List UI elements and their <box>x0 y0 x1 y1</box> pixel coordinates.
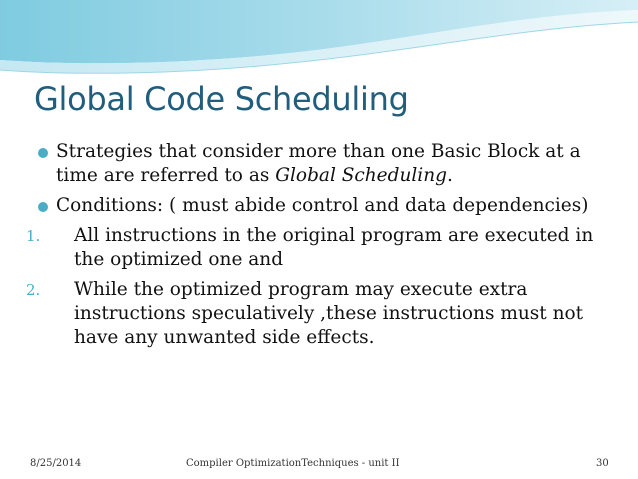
item-number: 2. <box>26 281 41 299</box>
footer-title: Compiler OptimizationTechniques - unit II <box>186 458 400 469</box>
bullet-text: Conditions: ( must abide control and data dependencies) <box>56 195 589 216</box>
bullet-emphasis: Global Scheduling <box>275 165 447 186</box>
slide-title: Global Code Scheduling <box>34 80 409 118</box>
page-number: 30 <box>596 458 609 469</box>
header-wave-decoration <box>0 0 638 80</box>
numbered-text: While the optimized program may execute extra instructions speculatively ,these instructions must not have any unwanted side effects. <box>74 279 584 348</box>
numbered-text: All instructions in the original program are executed in the optimized one and <box>74 225 594 270</box>
bullet-dot-icon <box>38 148 48 158</box>
item-number: 1. <box>26 227 41 245</box>
bullet-item <box>0 194 638 218</box>
bullet-item <box>0 140 638 188</box>
bullet-dot-icon <box>38 202 48 212</box>
bullet-text: Strategies that consider more than one Basic Block at a time are referred to as <box>56 141 581 186</box>
slide-body <box>0 140 638 356</box>
numbered-item <box>0 278 638 350</box>
footer-date: 8/25/2014 <box>30 458 82 469</box>
bullet-text-end: . <box>446 165 453 186</box>
numbered-item <box>0 224 638 272</box>
